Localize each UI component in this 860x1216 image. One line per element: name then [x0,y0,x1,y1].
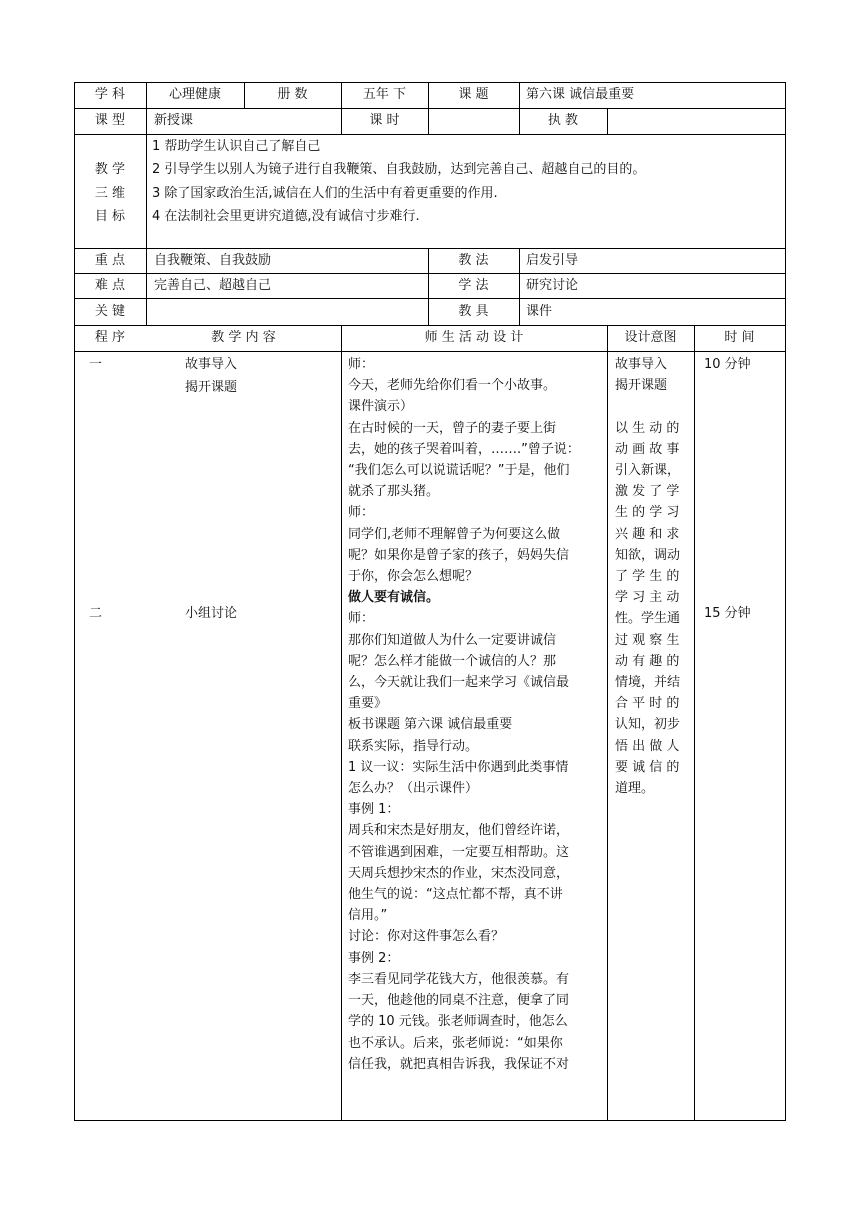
table-border [519,248,520,325]
volume-label: 册 数 [277,87,308,102]
table-border [694,325,695,1120]
goal-line: 2 引导学生以别人为镜子进行自我鞭策、自我鼓励，达到完善自己、超越自己的目的。 [152,162,646,177]
activity-line: 呢？如果你是曾子家的孩子，妈妈失信 [348,547,570,563]
table-border [607,108,608,134]
intent-line: 要 诚 信 的 [615,759,680,775]
intent-line: 情境，并结 [615,675,681,691]
table-border [74,82,786,83]
activity-line: 怎么办？（出示课件） [348,781,479,797]
activity-line: 李三看见同学花钱大方，他很羡慕。有 [348,971,570,987]
intent-line: 引入新课， [615,463,681,479]
step-number: 一 [89,357,103,372]
activity-line: 学的 10 元钱。张老师调查时，他怎么 [348,1014,568,1030]
volume-value: 五年 下 [362,87,407,102]
tools-label: 教 具 [458,304,489,319]
method-value: 启发引导 [526,253,579,268]
activity-line: 联系实际，指导行动。 [348,738,479,754]
learn-label: 学 法 [458,278,489,293]
activity-line: 师： [348,611,375,627]
table-border [74,248,786,249]
goal-line: 4 在法制社会里更讲究道德,没有诚信寸步难行. [152,209,420,224]
subject-label: 学 科 [94,87,126,102]
goal-line: 3 除了国家政治生活,诚信在人们的生活中有着更重要的作用. [152,186,498,201]
goals-label-1: 教 学 [94,162,126,177]
table-border [74,82,75,1120]
step-content: 小组讨论 [185,606,238,621]
intent-line: 揭开课题 [615,378,668,394]
activity-line: 师： [348,505,375,521]
step-time: 15 分钟 [704,606,751,621]
table-border [607,325,608,1120]
topic-label: 课 题 [458,87,489,102]
activity-line: 一天，他趁他的同桌不注意，便拿了同 [348,993,570,1009]
table-border [146,82,147,325]
table-border [785,82,786,1120]
activity-line: 板书课题 第六课 诚信最重要 [348,717,513,733]
focus-value: 自我鞭策、自我鼓励 [154,253,272,268]
tools-value: 课件 [526,304,553,319]
type-value: 新授课 [154,113,194,128]
activity-line: 课件演示） [348,399,414,415]
activity-line: 呢？怎么样才能做一个诚信的人？那 [348,653,557,669]
activity-line: 今天，老师先给你们看一个小故事。 [348,378,557,394]
table-border [74,298,786,299]
topic-value: 第六课 诚信最重要 [526,87,635,102]
activity-line: 他生气的说：“这点忙都不帮，真不讲 [348,887,563,903]
difficulty-label: 难 点 [94,278,126,293]
table-border [74,351,786,352]
activity-line: 事例 1： [348,802,400,818]
learn-value: 研究讨论 [526,278,579,293]
activity-line: 不管谁遇到困难，一定要互相帮助。这 [348,844,570,860]
intent-line: 动 有 趣 的 [615,653,680,669]
intent-header: 设计意图 [624,330,677,345]
teacher-label: 执 教 [547,113,579,128]
intent-line [615,396,693,417]
activity-line: 那你们知道做人为什么一定要讲诚信 [348,632,557,648]
activity-line: 信任我，就把真相告诉我，我保证不对 [348,1056,570,1072]
activity-line: 信用。” [348,908,388,924]
subject-value: 心理健康 [168,87,221,102]
table-border [341,325,342,1120]
intent-line: 道理。 [615,781,655,797]
key-label: 关 键 [94,304,126,319]
method-label: 教 法 [458,253,489,268]
intent-line: 生 的 学 习 [615,505,680,521]
activity-line: 重要》 [348,696,388,712]
intent-line: 知欲，调动 [615,547,681,563]
activity-line: 事例 2： [348,950,400,966]
content-header: 教 学 内 容 [211,330,276,345]
goals-label-3: 目 标 [94,209,126,224]
intent-line: 认知，初步 [615,717,681,733]
table-border [74,108,786,109]
activity-line: 1 议一议：实际生活中你遇到此类事情 [348,759,569,775]
difficulty-value: 完善自己、超越自己 [154,278,272,293]
procedure-header: 程 序 [94,330,126,345]
activity-line: “我们怎么可以说谎话呢？”于是，他们 [348,463,570,479]
focus-label: 重 点 [94,253,126,268]
goals-label-2: 三 维 [94,186,126,201]
intent-line: 学 习 主 动 [615,590,680,606]
activity-line: 么，今天就让我们一起来学习《诚信最 [348,675,570,691]
time-header: 时 间 [724,330,755,345]
intent-line: 激 发 了 学 [615,484,680,500]
activity-line: 师： [348,357,375,372]
step-time: 10 分钟 [704,357,751,372]
activity-line: 同学们,老师不理解曾子为何要这么做 [348,526,561,542]
activity-line: 也不承认。后来，张老师说：“如果你 [348,1035,563,1051]
goal-line: 1 帮助学生认识自己了解自己 [152,139,321,154]
activity-line: 做人要有诚信。 [348,590,440,606]
intent-line: 动 画 故 事 [615,441,680,457]
table-border [74,325,786,326]
intent-line: 了 学 生 的 [615,569,680,585]
table-border [74,134,786,135]
activity-line: 就杀了那头猪。 [348,484,440,500]
activity-line: 天周兵想抄宋杰的作业，宋杰没同意， [348,865,570,881]
activity-header: 师 生 活 动 设 计 [424,330,524,345]
table-border [74,273,786,274]
step-content: 故事导入 [185,357,238,372]
activity-text [348,354,604,1075]
intent-line: 故事导入 [615,357,668,372]
step-number: 二 [89,606,103,621]
intent-line: 合 平 时 的 [615,696,680,712]
activity-line: 在古时候的一天，曾子的妻子要上街 [348,420,557,436]
intent-line: 以 生 动 的 [615,420,680,436]
activity-line: 讨论：你对这件事怎么看？ [348,929,505,945]
intent-line: 性。学生通 [615,611,681,627]
table-border [74,1120,786,1121]
intent-text [615,354,693,799]
activity-line: 于你，你会怎么想呢？ [348,569,479,585]
type-label: 课 型 [94,113,126,128]
step-content: 揭开课题 [185,380,238,395]
hours-label: 课 时 [369,113,400,128]
activity-line: 周兵和宋杰是好朋友，他们曾经许诺， [348,823,570,839]
intent-line: 悟 出 做 人 [615,738,680,754]
intent-line: 过 观 察 生 [615,632,680,648]
activity-line: 去，她的孩子哭着叫着，…….”曾子说： [348,441,580,457]
intent-line: 兴 趣 和 求 [615,526,680,542]
